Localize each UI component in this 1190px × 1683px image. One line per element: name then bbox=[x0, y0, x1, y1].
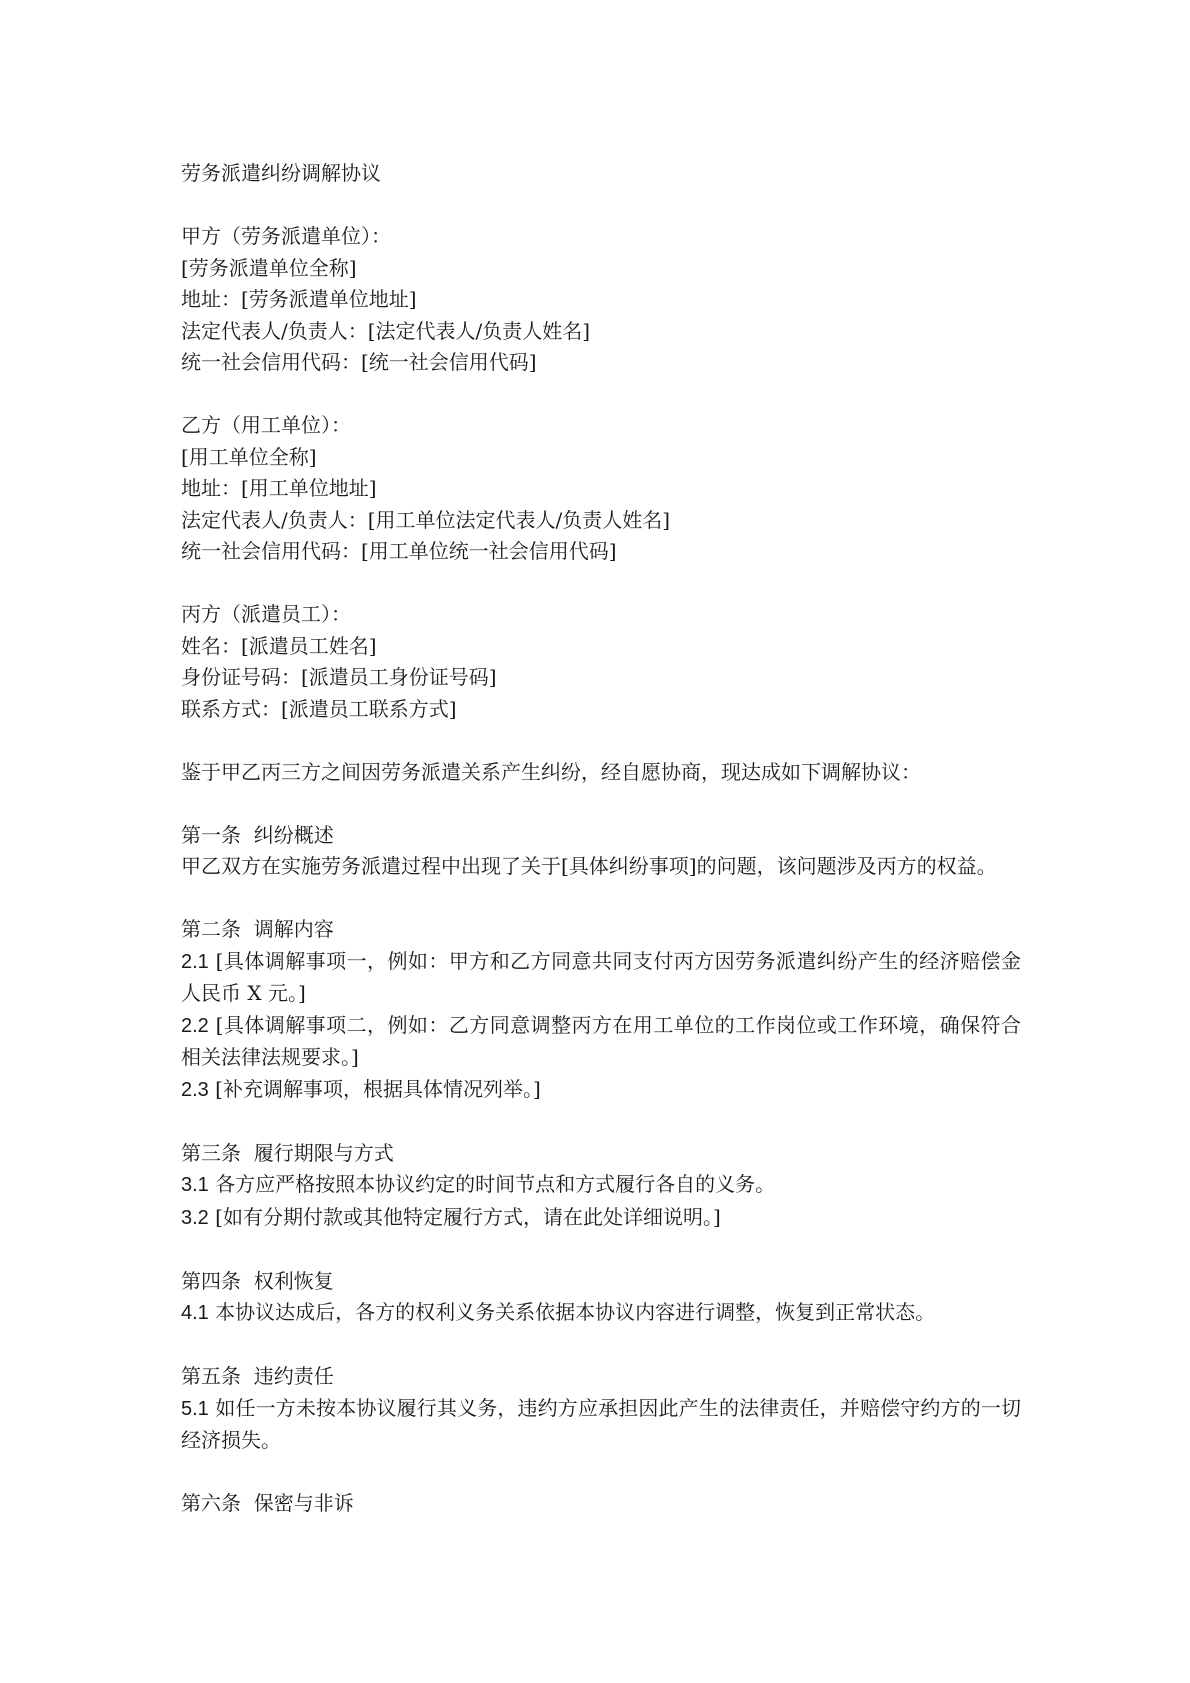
clause-number: 2.3 bbox=[181, 1078, 209, 1101]
clause-text: [补充调解事项，根据具体情况列举。] bbox=[208, 1076, 541, 1101]
clause-text: 甲乙双方在实施劳务派遣过程中出现了关于[具体纠纷事项]的问题，该问题涉及丙方的权益。 bbox=[181, 854, 997, 878]
clause-text: 本协议达成后，各方的权利义务关系依据本协议内容进行调整，恢复到正常状态。 bbox=[208, 1300, 936, 1324]
party-a-block bbox=[181, 221, 1021, 379]
document-body bbox=[181, 158, 1021, 1520]
clause-number: 3.1 bbox=[181, 1174, 209, 1196]
party-b-representative: 法定代表人/负责人：[用工单位法定代表人/负责人姓名] bbox=[181, 507, 671, 532]
clause-text: [具体调解事项二，例如：乙方同意调整丙方在用工单位的工作岗位或工作环境，确保符合相关法律法规要求。] bbox=[181, 1012, 1021, 1069]
party-c-heading: 丙方（派遣员工）： bbox=[181, 602, 351, 626]
article-title: 第一条 纠纷概述 bbox=[181, 822, 334, 847]
party-a-name: [劳务派遣单位全称] bbox=[181, 255, 357, 280]
article-6 bbox=[181, 1488, 1021, 1520]
clause-text: 如任一方未按本协议履行其义务，违约方应承担因此产生的法律责任，并赔偿守约方的一切经济损失。 bbox=[181, 1395, 1021, 1452]
party-b-credit-code: 统一社会信用代码：[用工单位统一社会信用代码] bbox=[181, 539, 617, 563]
preamble: 鉴于甲乙丙三方之间因劳务派遣关系产生纠纷，经自愿协商，现达成如下调解协议： bbox=[181, 759, 921, 784]
article-4 bbox=[181, 1266, 1021, 1330]
article-title: 第三条 履行期限与方式 bbox=[181, 1140, 394, 1165]
party-c-contact: 联系方式：[派遣员工联系方式] bbox=[181, 696, 457, 721]
article-2 bbox=[181, 914, 1021, 1106]
article-5 bbox=[181, 1361, 1021, 1457]
party-a-address: 地址：[劳务派遣单位地址] bbox=[181, 287, 417, 311]
article-clause bbox=[181, 946, 1021, 1010]
article-clause bbox=[181, 1202, 1021, 1235]
party-b-address: 地址：[用工单位地址] bbox=[181, 476, 377, 500]
article-clause bbox=[181, 851, 1021, 883]
party-a-representative: 法定代表人/负责人：[法定代表人/负责人姓名] bbox=[181, 318, 591, 343]
clause-number: 3.2 bbox=[181, 1206, 209, 1229]
party-a-heading: 甲方（劳务派遣单位）： bbox=[181, 224, 391, 248]
party-b-block bbox=[181, 410, 1021, 568]
clause-number: 2.1 bbox=[181, 950, 209, 973]
clause-number: 2.2 bbox=[181, 1014, 209, 1037]
clause-number: 5.1 bbox=[181, 1397, 209, 1420]
party-c-name: 姓名：[派遣员工姓名] bbox=[181, 633, 377, 658]
article-clause bbox=[181, 1169, 1021, 1202]
article-1 bbox=[181, 820, 1021, 883]
article-clause bbox=[181, 1393, 1021, 1457]
clause-text: 各方应严格按照本协议约定的时间节点和方式履行各自的义务。 bbox=[208, 1172, 776, 1196]
party-c-block bbox=[181, 599, 1021, 725]
party-c-id-number: 身份证号码：[派遣员工身份证号码] bbox=[181, 665, 497, 689]
clause-number: 4.1 bbox=[181, 1302, 209, 1324]
clause-text: [具体调解事项一，例如：甲方和乙方同意共同支付丙方因劳务派遣纠纷产生的经济赔偿金人民币 X 元。] bbox=[181, 948, 1021, 1005]
document-title: 劳务派遣纠纷调解协议 bbox=[181, 161, 381, 185]
party-a-credit-code: 统一社会信用代码：[统一社会信用代码] bbox=[181, 350, 537, 374]
article-clause bbox=[181, 1010, 1021, 1074]
article-clause bbox=[181, 1297, 1021, 1330]
article-3 bbox=[181, 1138, 1021, 1235]
clause-text: [如有分期付款或其他特定履行方式，请在此处详细说明。] bbox=[208, 1204, 721, 1229]
party-b-heading: 乙方（用工单位）： bbox=[181, 413, 351, 437]
article-clause bbox=[181, 1074, 1021, 1107]
article-title: 第四条 权利恢复 bbox=[181, 1268, 334, 1293]
article-title: 第五条 违约责任 bbox=[181, 1364, 334, 1388]
article-title: 第二条 调解内容 bbox=[181, 917, 334, 941]
article-title: 第六条 保密与非诉 bbox=[181, 1491, 354, 1515]
party-b-name: [用工单位全称] bbox=[181, 444, 317, 469]
